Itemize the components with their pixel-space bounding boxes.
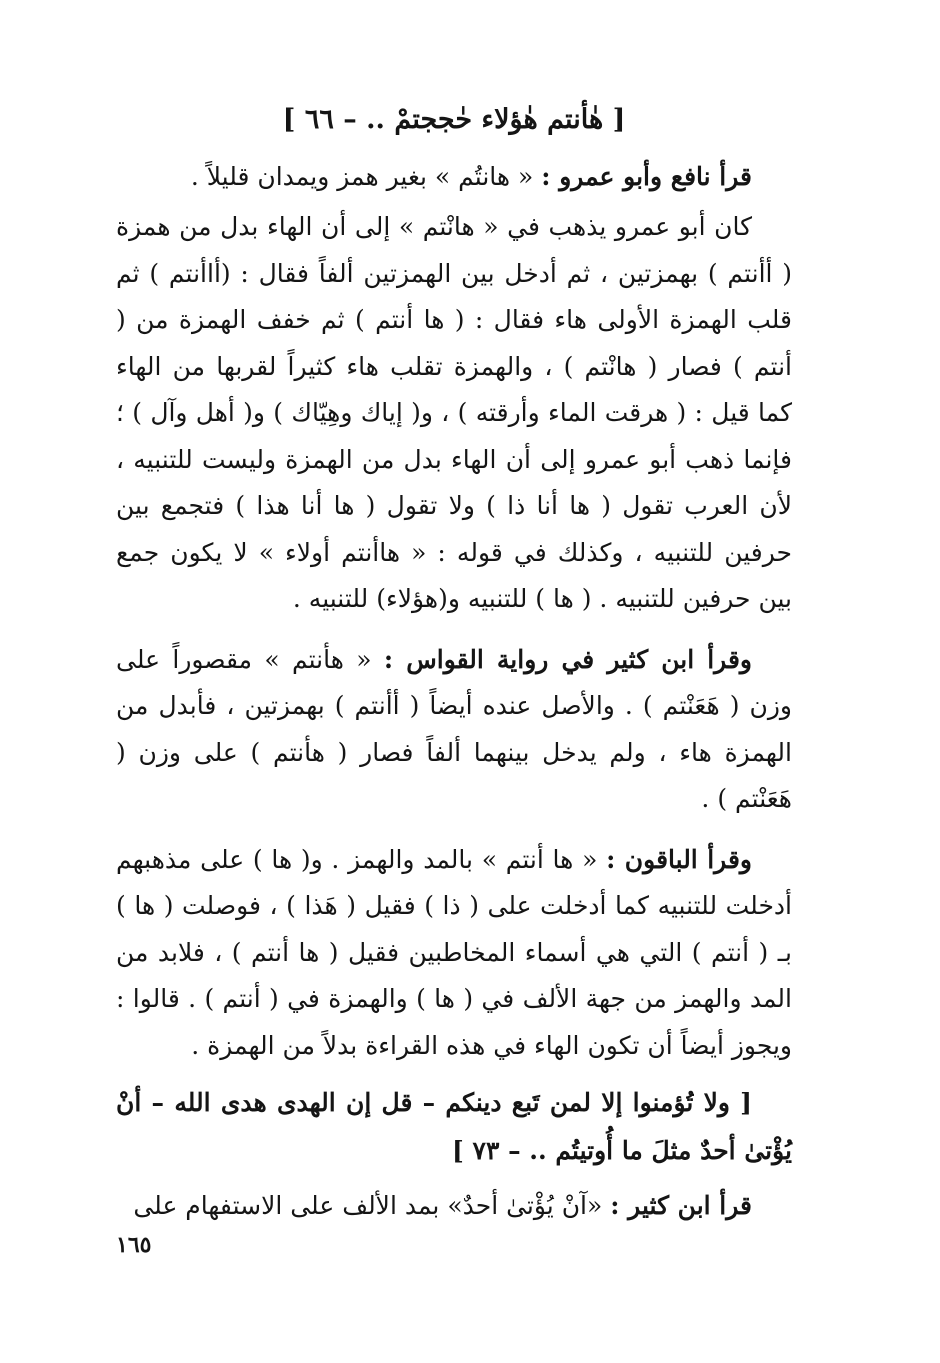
paragraph-3-lead: وقرأ ابن كثير في رواية القواس : [383, 644, 753, 674]
paragraph-5-lead: قرأ ابن كثير : [610, 1191, 752, 1220]
paragraph-3 [116, 637, 792, 823]
paragraph-1 [116, 152, 792, 202]
page-number: ١٦٥ [116, 1232, 152, 1258]
paragraph-5 [116, 1183, 792, 1230]
paragraph-1-lead: قرأ نافع وأبو عمرو : [541, 162, 752, 191]
paragraph-4-body: « ها أنتم » بالمد والهمز . و( ها ) على مذهبهم أدخلت للتنبيه كما أدخلت على ( ذا ) فقيل ( هَذا ) ، فوصلت ( ها ) بـ ( أنتم ) التي هي أسماء المخاطبين فقيل ( ها أنتم ) ، فلابد من المد والهمز من جهة الألف في ( ها ) والهمزة في ( أنتم ) . قالوا : ويجوز أيضاً أن تكون الهاء في هذه القراءة بدلاً من الهمزة . [116, 844, 792, 1060]
paragraph-2 [116, 204, 792, 623]
document-page [116, 92, 792, 1352]
paragraph-3-body: « هأنتم » مقصوراً على وزن ( هَعَنْتم ) . والأصل عنده أيضاً ( أأنتم ) بهمزتين ، فأبدل من الهمزة هاء ، ولم يدخل بينهما ألفاً فصار ( هأنتم ) على وزن ( هَعَنْتم ) . [116, 644, 792, 813]
paragraph-5-body: «آنْ يُؤْتىٰ أحدٌ» بمد الألف على الاستفهام على [133, 1191, 611, 1220]
paragraph-1-body: « هانتُم » بغير همز ويمدان قليلاً . [190, 162, 542, 191]
paragraph-4 [116, 837, 792, 1070]
verse-quote: [ ولا تُؤمنوا إلا لمن تَبع دينكم – قل إن الهدى هدى الله – أنْ يُؤْتىٰ أحدٌ مثلَ ما أُوتيتُم .. – ٧٣ ] [116, 1088, 792, 1165]
paragraph-4-lead: وقرأ الباقون : [606, 844, 752, 874]
paragraph-2-body: كان أبو عمرو يذهب في « هانْتم » إلى أن الهاء بدل من همزة ( أأنتم ) بهمزتين ، ثم أدخل بين الهمزتين ألفاً فقال : (أاأنتم ) ثم قلب الهمزة الأولى هاء فقال : ( ها أنتم ) ثم خفف الهمزة من ( أنتم ) فصار ( هانْتم ) ، والهمزة تقلب هاء كثيراً لقربها من الهاء كما قيل : ( هرقت الماء وأرقته ) ، و( إياك وهِيّاك ) و( أهل وآل ) ؛ فإنما ذهب أبو عمرو إلى أن الهاء بدل من الهمزة وليست للتنبيه ، لأن العرب تقول ( ها أنا ذا ) ولا تقول ( ها أنا هذا ) فتجمع بين حرفين للتنبيه ، وكذلك في قوله : « هاأنتم أولاء » لا يكون جمع بين حرفين للتنبيه . ( ها ) للتنبيه و(هؤلاء) للتنبيه . [116, 212, 792, 613]
verse-heading: [ هٰأنتم هٰؤلاء حٰججتمْ .. – ٦٦ ] [282, 104, 626, 135]
